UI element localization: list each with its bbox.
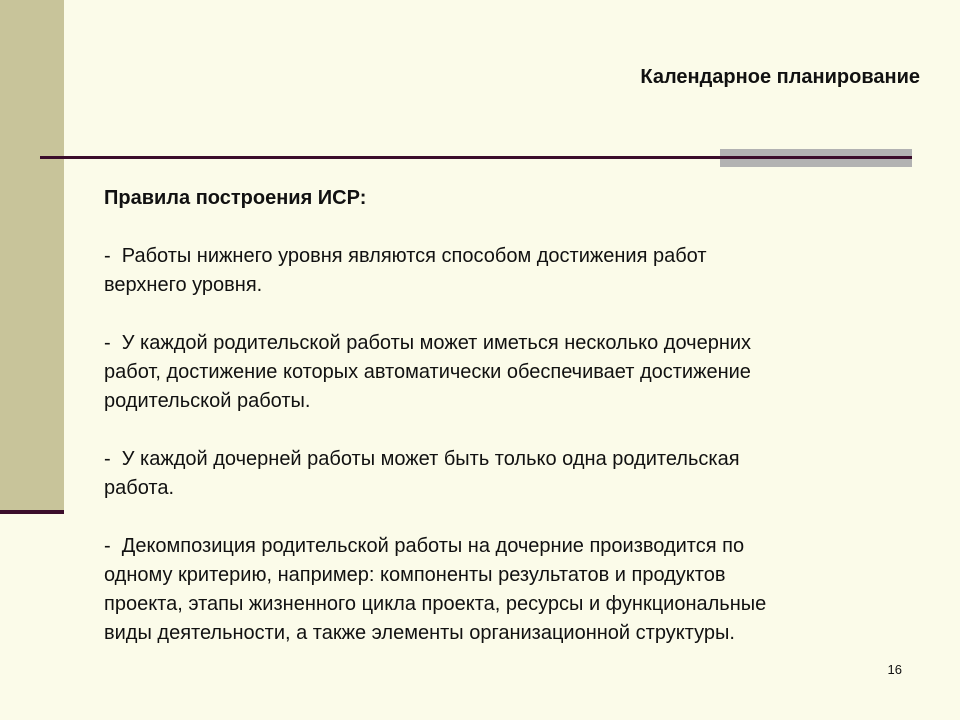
header-gray-bar-line <box>720 156 912 159</box>
slide-title: Календарное планирование <box>640 66 920 88</box>
rule-paragraph-4: - Декомпозиция родительской работы на дочерние производится по одному критерию, например: компоненты результатов и продуктов проекта, этапы жизненного цикла проекта, ресурсы и функциональные виды деятельности, а также элементы организационной структуры. <box>104 535 767 644</box>
page-number: 16 <box>887 662 902 677</box>
left-decorative-band <box>0 0 64 510</box>
rule-paragraph-2: - У каждой родительской работы может иметься несколько дочерних работ, достижение которых автоматически обеспечивает достижение родительской работы. <box>104 332 752 412</box>
left-band-underline <box>0 510 64 514</box>
slide-content <box>104 184 914 648</box>
rule-paragraph-3: - У каждой дочерней работы может быть только одна родительская работа. <box>104 448 740 499</box>
content-subtitle: Правила построения ИСР: <box>104 187 367 209</box>
rule-paragraph-1: - Работы нижнего уровня являются способом достижения работ верхнего уровня. <box>104 245 707 296</box>
